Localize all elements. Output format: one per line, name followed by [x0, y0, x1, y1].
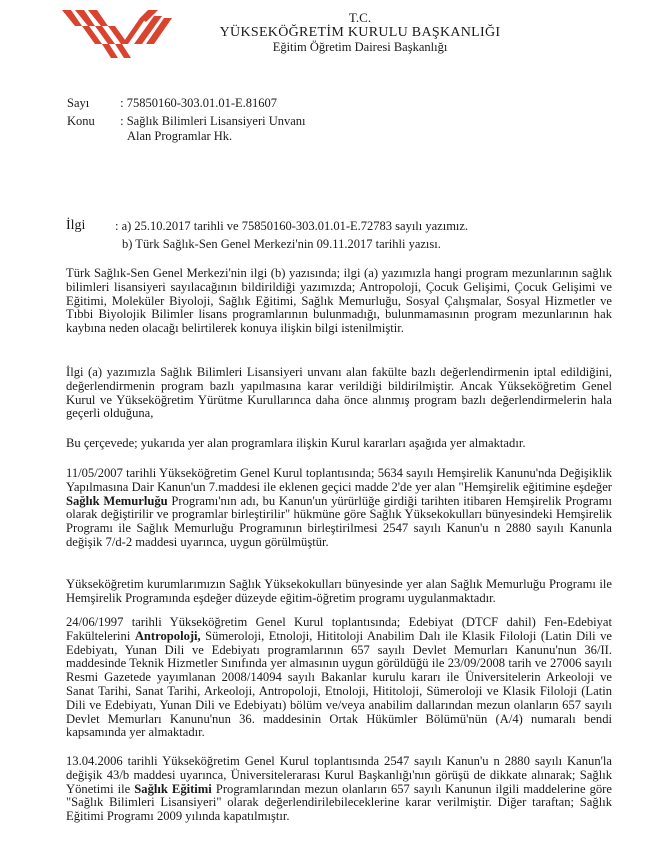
header-department: Eğitim Öğretim Dairesi Başkanlığı	[272, 40, 448, 54]
sayi-value: : 75850160-303.01.01-E.81607	[120, 96, 278, 110]
paragraph-4-part-a: 11/05/2007 tarihli Yükseköğretim Genel Kurul toplantısında; 5634 sayılı Hemşirelik Kanunu'nda Değişiklik Yapılmasına Dair Kanun'un 7.maddesi ile eklenen geçici madde 2'de yer alan "Hemşirelik eğitimine eşdeğer	[66, 466, 612, 494]
paragraph-7-part-c: Programlarından mezun olanların 657 sayılı Kanunun ilgili maddelerine göre "Sağlık Bilimleri Lisansiyeri" olarak değerlendirilebileceklerine karar verilmiştir. Diğer taraftan; Sağlık Eğitimi Programı 2009 yılında kapatılmıştır.	[66, 781, 612, 824]
sayi-label: Sayı	[67, 96, 90, 110]
konu-row	[67, 114, 306, 144]
paragraph-7-part-a: 13.04.2006 tarihli Yükseköğretim Genel Kurul toplantısında 2547 sayılı Kanun'u n 2880 sayılı Kanun'la değişik 43/b maddesi uyarınca, Üniversitelerarası Kurul Başkanlığı'nın görüşü de dikkate alınarak; Sağlık Yönetimi ile	[66, 754, 612, 796]
header-line-tc: T.C.	[348, 10, 372, 25]
paragraph-6-bold: Antropoloji,	[134, 628, 201, 643]
paragraph-5: Yükseköğretim kurumlarımızın Sağlık Yüksekokulları bünyesinde yer alan Sağlık Memurluğu Programı ile Hemşirelik Programında eşdeğer düzeyde eğitim-öğretim programı uygulanmaktadır.	[66, 577, 612, 605]
paragraph-7-bold: Sağlık Eğitimi	[134, 781, 212, 796]
paragraph-2: İlgi (a) yazımızla Sağlık Bilimleri Lisansiyeri unvanı alan fakülte bazlı değerlendirmenin iptal edildiğini, değerlendirmenin program bazlı yapılmasına karar verildiği bildirilmiştir. Ancak Yükseköğretim Genel Kurul ve Yükseköğretim Yürütme Kurullarınca daha önce alınmış program bazlı değerlendirmelerin hala geçerli olduğuna,	[66, 365, 612, 421]
paragraph-3: Bu çerçevede; yukarıda yer alan programlara ilişkin Kurul kararları aşağıda yer almaktadır.	[66, 436, 526, 450]
paragraph-7	[66, 755, 612, 824]
ilgi-item-a: : a) 25.10.2017 tarihli ve 75850160-303.01.01-E.72783 sayılı yazımız.	[115, 219, 469, 233]
sayi-row	[67, 96, 277, 111]
paragraph-4-part-c: Programı'nın adı, bu Kanun'un yürürlüğe girdiği tarihten itibaren Hemşirelik Programı olarak değiştirilir ve programlar birleştirilir" hükmüne göre Sağlık Yüksekokulları bünyesindeki Hemşirelik Programı ile Sağlık Memurluğu Programının birleştirilmesi 2547 sayılı Kanun'u n 2880 sayılı Kanunla değişik 7/d-2 maddesi uyarınca, uygun görülmüştür.	[66, 493, 612, 549]
ilgi-item-b: b) Türk Sağlık-Sen Genel Merkezi'nin 09.11.2017 tarihli yazısı.	[122, 237, 441, 251]
header-institution: YÜKSEKÖĞRETİM KURULU BAŞKANLIĞI	[219, 25, 501, 40]
ilgi-label: İlgi	[66, 218, 86, 233]
paragraph-4-bold: Sağlık Memurluğu	[66, 493, 168, 508]
konu-label: Konu	[67, 114, 95, 128]
paragraph-6	[66, 616, 612, 740]
letterhead	[180, 10, 540, 55]
konu-value-line2: Alan Programlar Hk.	[127, 129, 233, 143]
yok-logo	[62, 10, 172, 58]
paragraph-6-part-a: 24/06/1997 tarihli Yükseköğretim Genel Kurul toplantısında; Edebiyat (DTCF dahil) Fen-Edebiyat Fakültelerini	[66, 615, 612, 643]
paragraph-4	[66, 467, 612, 550]
paragraph-6-part-c: Sümeroloji, Etnoloji, Hititoloji Anabilim Dalı ile Klasik Filoloji (Latin Dili ve Edebiyatı, Yunan Dili ve Edebiyatı programlarının 657 sayılı Devlet Memurları Kanunu'nun 36/II. maddesinde Teknik Hizmetler Sınıfında yer almasının uygun görüldüğü ile 23/09/2008 tarih ve 27006 sayılı Resmi Gazetede yayımlanan 2008/14094 sayılı Bakanlar kurulu kararı ile Üniversitelerin Arkeoloji ve Sanat Tarihi, Sanat Tarihi, Arkeoloji, Antropoloji, Etnoloji, Hititoloji, Sümeroloji ve Klasik Filoloji (Latin Dili ve Edebiyatı, Yunan Dili ve Edebiyatı) bölüm ve/veya anabilim dallarından mezun olanların 657 sayılı Devlet Memurları Kanunu'nun 36. maddesinin Ortak Hükümler Bölümü'nün (A/4) numaralı bendi kapsamında yer almaktadır.	[66, 628, 612, 740]
paragraph-1: Türk Sağlık-Sen Genel Merkezi'nin ilgi (b) yazısında; ilgi (a) yazımızla hangi program mezunlarının sağlık bilimleri lisansiyeri sayılacağının bildirildiği yazımızda; Antropoloji, Çocuk Gelişimi, Çocuk Gelişimi ve Eğitimi, Moleküler Biyoloji, Sağlık Eğitimi, Sağlık Memurluğu, Sosyal Çalışmalar, Sosyal Hizmetler ve Tıbbi Biyolojik Bilimler lisans programlarının bulunmadığı, bulunmamasının program mezunlarının hak kaybına neden olacağı belirtilerek konuya ilişkin bilgi istenilmiştir.	[66, 266, 612, 336]
konu-value-line1: : Sağlık Bilimleri Lisansiyeri Unvanı	[120, 114, 306, 128]
